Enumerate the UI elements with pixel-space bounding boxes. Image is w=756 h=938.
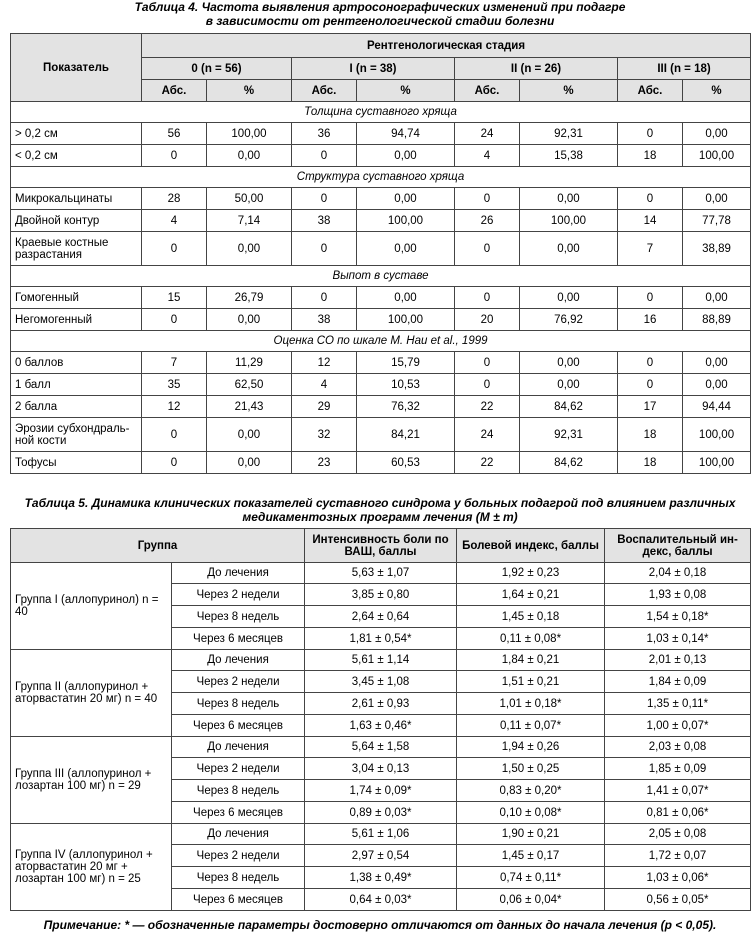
table4-cell: 0 <box>618 123 683 145</box>
table4-cell: 17 <box>618 396 683 418</box>
table4-cell: 100,00 <box>520 210 618 232</box>
table4-row <box>11 287 751 309</box>
table4-cell: 15,38 <box>520 145 618 167</box>
table4-cell: 100,00 <box>357 210 455 232</box>
table4-cell: 0 <box>142 145 207 167</box>
table4-cell: 0,00 <box>357 232 455 266</box>
table4-cell: 0,00 <box>207 145 292 167</box>
table4-cell: 60,53 <box>357 452 455 474</box>
table4-cell: 84,62 <box>520 452 618 474</box>
table4-cell: 38,89 <box>683 232 751 266</box>
table4-cell: 0,00 <box>683 188 751 210</box>
table4-cell: 0,00 <box>207 452 292 474</box>
table5-cell: 1,84 ± 0,21 <box>457 650 605 671</box>
table5-period: Через 2 недели <box>172 671 305 693</box>
table5-cell: 2,01 ± 0,13 <box>605 650 751 671</box>
table4-row-label: < 0,2 см <box>11 145 142 167</box>
table4-section-row <box>11 167 751 188</box>
table4-cell: 4 <box>455 145 520 167</box>
table4-cell: 0 <box>292 232 357 266</box>
table-note: Примечание: * — обозначенные параметры достоверно отличаются от данных до начала лечения (p < 0,05). <box>43 918 717 932</box>
table4-row <box>11 374 751 396</box>
table5-cell: 1,45 ± 0,17 <box>457 845 605 867</box>
table5-row <box>11 563 751 584</box>
table4-header-abs: Абс. <box>142 80 207 102</box>
table5-period: Через 8 недель <box>172 606 305 628</box>
table4-cell: 0 <box>142 418 207 452</box>
table4-row <box>11 210 751 232</box>
table4-header-group: I (n = 38) <box>292 58 455 80</box>
table4-cell: 0,00 <box>357 287 455 309</box>
table4-header-abs: Абс. <box>618 80 683 102</box>
table5-period: Через 8 недель <box>172 693 305 715</box>
table5-cell: 3,45 ± 1,08 <box>305 671 457 693</box>
table5-cell: 1,92 ± 0,23 <box>457 563 605 584</box>
table4-cell: 0,00 <box>357 188 455 210</box>
table5-cell: 5,61 ± 1,14 <box>305 650 457 671</box>
table5-period: Через 8 недель <box>172 780 305 802</box>
table4-cell: 0 <box>142 232 207 266</box>
table4-cell: 50,00 <box>207 188 292 210</box>
table5-cell: 1,51 ± 0,21 <box>457 671 605 693</box>
table5-period: Через 8 недель <box>172 867 305 889</box>
table4-row-label: Негомогенный <box>11 309 142 331</box>
table4-cell: 28 <box>142 188 207 210</box>
table5-cell: 0,74 ± 0,11* <box>457 867 605 889</box>
table4-cell: 77,78 <box>683 210 751 232</box>
table4-cell: 0 <box>142 452 207 474</box>
table4-cell: 29 <box>292 396 357 418</box>
table5-cell: 1,63 ± 0,46* <box>305 715 457 737</box>
table4-header-pct: % <box>683 80 751 102</box>
table4-cell: 0 <box>292 145 357 167</box>
table5-group-name: Группа II (аллопуринол + аторвастатин 20 мг) n = 40 <box>11 650 172 737</box>
table5-cell: 5,63 ± 1,07 <box>305 563 457 584</box>
table4-cell: 0,00 <box>207 309 292 331</box>
table4-header-pct: % <box>357 80 455 102</box>
table5-period: Через 2 недели <box>172 845 305 867</box>
table4-row <box>11 309 751 331</box>
table4-cell: 62,50 <box>207 374 292 396</box>
table4-cell: 92,31 <box>520 123 618 145</box>
table5-cell: 1,64 ± 0,21 <box>457 584 605 606</box>
table4-row-label: Двойной контур <box>11 210 142 232</box>
table5-period: До лечения <box>172 563 305 584</box>
table4-cell: 36 <box>292 123 357 145</box>
table5-period: До лечения <box>172 737 305 758</box>
table4-cell: 23 <box>292 452 357 474</box>
table4-row <box>11 418 751 452</box>
table4-cell: 100,00 <box>683 418 751 452</box>
table5-cell: 2,97 ± 0,54 <box>305 845 457 867</box>
table4 <box>10 33 751 474</box>
table4-cell: 0,00 <box>520 352 618 374</box>
table5-period: Через 6 месяцев <box>172 889 305 911</box>
table5-cell: 1,50 ± 0,25 <box>457 758 605 780</box>
table5-group-name: Группа I (аллопуринол) n = 40 <box>11 563 172 650</box>
table5-cell: 1,94 ± 0,26 <box>457 737 605 758</box>
table5-cell: 1,74 ± 0,09* <box>305 780 457 802</box>
table5-period: Через 2 недели <box>172 758 305 780</box>
table4-cell: 0 <box>142 309 207 331</box>
table5-cell: 1,45 ± 0,18 <box>457 606 605 628</box>
table5-period: До лечения <box>172 824 305 845</box>
table5-cell: 1,81 ± 0,54* <box>305 628 457 650</box>
table4-cell: 38 <box>292 210 357 232</box>
table5-header-inflam-index: Воспалительный ин-декс, баллы <box>605 529 751 563</box>
table5-body <box>11 529 751 911</box>
table4-cell: 22 <box>455 396 520 418</box>
table4-cell: 35 <box>142 374 207 396</box>
table5-cell: 0,81 ± 0,06* <box>605 802 751 824</box>
table4-section-row <box>11 102 751 123</box>
table5-cell: 0,06 ± 0,04* <box>457 889 605 911</box>
table4-cell: 26,79 <box>207 287 292 309</box>
table4-header-indicator: Показатель <box>11 34 142 102</box>
table4-header-pct: % <box>520 80 618 102</box>
table4-cell: 94,74 <box>357 123 455 145</box>
table4-cell: 10,53 <box>357 374 455 396</box>
table4-row <box>11 232 751 266</box>
table4-cell: 0,00 <box>520 232 618 266</box>
table4-section-title: Толщина суставного хряща <box>11 102 751 123</box>
table4-cell: 4 <box>142 210 207 232</box>
table4-section-row <box>11 266 751 287</box>
table5-cell: 0,56 ± 0,05* <box>605 889 751 911</box>
table4-row <box>11 188 751 210</box>
table5-cell: 1,03 ± 0,06* <box>605 867 751 889</box>
table5-period: Через 6 месяцев <box>172 628 305 650</box>
table4-cell: 100,00 <box>683 145 751 167</box>
table4-cell: 88,89 <box>683 309 751 331</box>
table5 <box>10 528 751 911</box>
table4-cell: 18 <box>618 452 683 474</box>
table4-cell: 94,44 <box>683 396 751 418</box>
table4-cell: 100,00 <box>207 123 292 145</box>
table4-cell: 18 <box>618 418 683 452</box>
table4-cell: 12 <box>292 352 357 374</box>
table4-cell: 0 <box>455 232 520 266</box>
table4-row <box>11 123 751 145</box>
table4-cell: 0 <box>455 374 520 396</box>
table4-cell: 22 <box>455 452 520 474</box>
table5-cell: 0,64 ± 0,03* <box>305 889 457 911</box>
table5-cell: 1,54 ± 0,18* <box>605 606 751 628</box>
table5-cell: 1,41 ± 0,07* <box>605 780 751 802</box>
table5-period: Через 6 месяцев <box>172 802 305 824</box>
table5-cell: 1,85 ± 0,09 <box>605 758 751 780</box>
table5-cell: 1,93 ± 0,08 <box>605 584 751 606</box>
table4-header-group: 0 (n = 56) <box>142 58 292 80</box>
table5-row <box>11 737 751 758</box>
table4-cell: 12 <box>142 396 207 418</box>
table5-cell: 3,04 ± 0,13 <box>305 758 457 780</box>
table4-section-title: Структура суставного хряща <box>11 167 751 188</box>
table4-cell: 0,00 <box>207 232 292 266</box>
table4-cell: 24 <box>455 123 520 145</box>
table4-row <box>11 452 751 474</box>
table4-cell: 0,00 <box>207 418 292 452</box>
table5-row <box>11 824 751 845</box>
table5-group-name: Группа III (аллопуринол + лозартан 100 мг) n = 29 <box>11 737 172 824</box>
table4-cell: 16 <box>618 309 683 331</box>
table5-period: До лечения <box>172 650 305 671</box>
table5-header-group: Группа <box>11 529 305 563</box>
table5-caption-line2: медикаментозных программ лечения (M ± m) <box>242 510 518 524</box>
table5-cell: 3,85 ± 0,80 <box>305 584 457 606</box>
table4-cell: 84,21 <box>357 418 455 452</box>
table4-cell: 84,62 <box>520 396 618 418</box>
table4-row <box>11 396 751 418</box>
table4-header-stage: Рентгенологическая стадия <box>142 34 751 58</box>
table4-body <box>11 34 751 474</box>
table4-cell: 21,43 <box>207 396 292 418</box>
table5-cell: 0,11 ± 0,08* <box>457 628 605 650</box>
table4-header-abs: Абс. <box>455 80 520 102</box>
table5-cell: 1,84 ± 0,09 <box>605 671 751 693</box>
table4-row-label: Эрозии субхондраль-ной кости <box>11 418 142 452</box>
table4-caption <box>10 0 750 28</box>
table4-header-abs: Абс. <box>292 80 357 102</box>
table5-cell: 5,64 ± 1,58 <box>305 737 457 758</box>
table5-cell: 1,35 ± 0,11* <box>605 693 751 715</box>
table4-cell: 7 <box>142 352 207 374</box>
table5-cell: 1,90 ± 0,21 <box>457 824 605 845</box>
table5-period: Через 6 месяцев <box>172 715 305 737</box>
table4-row-label: Тофусы <box>11 452 142 474</box>
table4-row-label: Краевые костные разрастания <box>11 232 142 266</box>
table5-header-pain: Интенсивность боли по ВАШ, баллы <box>305 529 457 563</box>
table5-cell: 2,61 ± 0,93 <box>305 693 457 715</box>
table5-caption-line1: Таблица 5. Динамика клинических показателей суставного синдрома у больных подагрой под влиянием различных <box>24 496 736 510</box>
table4-cell: 56 <box>142 123 207 145</box>
table5-cell: 0,89 ± 0,03* <box>305 802 457 824</box>
table5-cell: 2,05 ± 0,08 <box>605 824 751 845</box>
table4-cell: 76,92 <box>520 309 618 331</box>
table5-cell: 1,01 ± 0,18* <box>457 693 605 715</box>
table5-cell: 0,10 ± 0,08* <box>457 802 605 824</box>
table4-row-label: Микрокальцинаты <box>11 188 142 210</box>
table4-caption-line2: в зависимости от рентгенологической стадии болезни <box>205 14 555 28</box>
table5-cell: 5,61 ± 1,06 <box>305 824 457 845</box>
table4-cell: 92,31 <box>520 418 618 452</box>
table5-cell: 1,38 ± 0,49* <box>305 867 457 889</box>
table4-header-group: III (n = 18) <box>618 58 751 80</box>
table4-cell: 0,00 <box>357 145 455 167</box>
table4-header-pct: % <box>207 80 292 102</box>
table4-cell: 0,00 <box>683 352 751 374</box>
table4-cell: 15,79 <box>357 352 455 374</box>
table5-cell: 2,03 ± 0,08 <box>605 737 751 758</box>
table4-cell: 0 <box>292 188 357 210</box>
table4-cell: 26 <box>455 210 520 232</box>
table4-cell: 7 <box>618 232 683 266</box>
table4-cell: 0,00 <box>683 287 751 309</box>
table4-cell: 100,00 <box>357 309 455 331</box>
table4-cell: 0 <box>618 188 683 210</box>
table4-cell: 100,00 <box>683 452 751 474</box>
table5-cell: 1,00 ± 0,07* <box>605 715 751 737</box>
table4-row <box>11 352 751 374</box>
table4-cell: 38 <box>292 309 357 331</box>
table5-cell: 0,11 ± 0,07* <box>457 715 605 737</box>
table4-cell: 14 <box>618 210 683 232</box>
table4-row <box>11 145 751 167</box>
table4-cell: 76,32 <box>357 396 455 418</box>
table4-section-row <box>11 331 751 352</box>
table4-row-label: 1 балл <box>11 374 142 396</box>
table4-cell: 0 <box>618 287 683 309</box>
table4-row-label: Гомогенный <box>11 287 142 309</box>
table4-header-group: II (n = 26) <box>455 58 618 80</box>
table5-period: Через 2 недели <box>172 584 305 606</box>
table4-cell: 11,29 <box>207 352 292 374</box>
table4-caption-line1: Таблица 4. Частота выявления артросонографических изменений при подагре <box>134 0 626 14</box>
table4-cell: 0 <box>455 287 520 309</box>
table4-row-label: 0 баллов <box>11 352 142 374</box>
table5-cell: 0,83 ± 0,20* <box>457 780 605 802</box>
table4-cell: 0 <box>618 374 683 396</box>
table4-cell: 24 <box>455 418 520 452</box>
table4-cell: 20 <box>455 309 520 331</box>
table4-cell: 15 <box>142 287 207 309</box>
table4-cell: 0,00 <box>520 374 618 396</box>
table4-cell: 0,00 <box>683 374 751 396</box>
table4-row-label: 2 балла <box>11 396 142 418</box>
table4-cell: 0 <box>455 352 520 374</box>
table5-cell: 1,03 ± 0,14* <box>605 628 751 650</box>
table4-row-label: > 0,2 см <box>11 123 142 145</box>
table4-section-title: Выпот в суставе <box>11 266 751 287</box>
table4-cell: 7,14 <box>207 210 292 232</box>
table4-cell: 0,00 <box>520 188 618 210</box>
table4-section-title: Оценка СО по шкале M. Hau et al., 1999 <box>11 331 751 352</box>
table5-row <box>11 650 751 671</box>
table4-cell: 4 <box>292 374 357 396</box>
table5-caption <box>10 496 750 524</box>
table4-cell: 32 <box>292 418 357 452</box>
table5-group-name: Группа IV (аллопуринол + аторвастатин 20 мг + лозартан 100 мг) n = 25 <box>11 824 172 911</box>
table4-cell: 0 <box>455 188 520 210</box>
table4-cell: 0 <box>292 287 357 309</box>
table5-header-pain-index: Болевой индекс, баллы <box>457 529 605 563</box>
table4-cell: 18 <box>618 145 683 167</box>
table4-cell: 0,00 <box>683 123 751 145</box>
table5-cell: 2,04 ± 0,18 <box>605 563 751 584</box>
table4-cell: 0 <box>618 352 683 374</box>
table5-cell: 2,64 ± 0,64 <box>305 606 457 628</box>
table4-cell: 0,00 <box>520 287 618 309</box>
table5-cell: 1,72 ± 0,07 <box>605 845 751 867</box>
